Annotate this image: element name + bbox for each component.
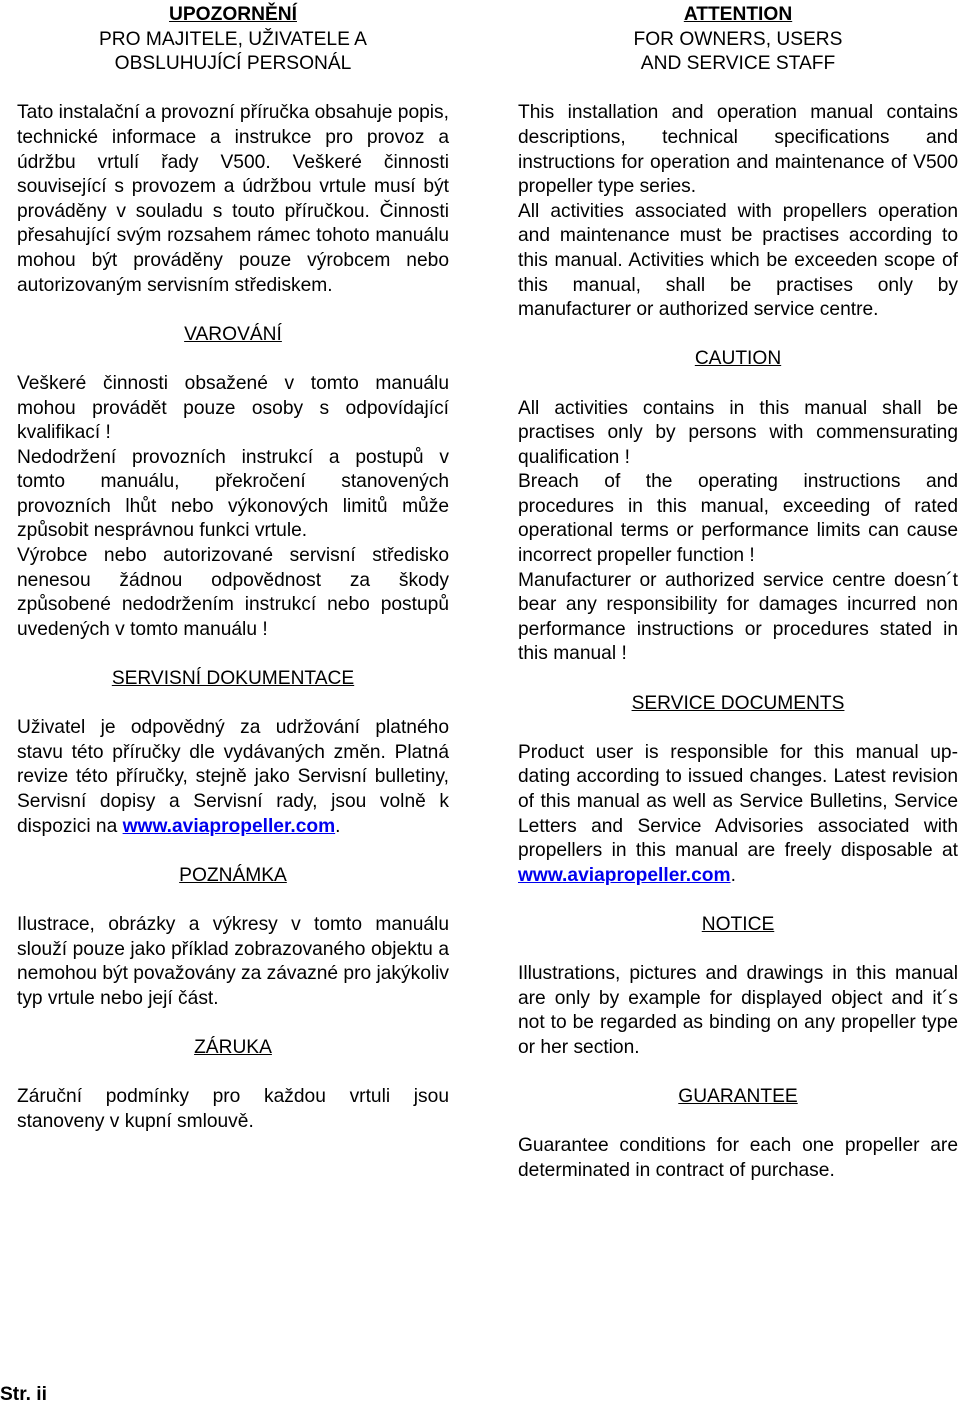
- cz-guarantee-paragraph: Záruční podmínky pro každou vrtuli jsou stanoveny v kupní smlouvě.: [17, 1086, 449, 1132]
- en-intro-paragraph-1: This installation and operation manual contains descriptions, technical specifications and instructions for operation and maintenance of V500 propeller type series.: [518, 102, 958, 198]
- cz-heading-subtitle-1: PRO MAJITELE, UŽIVATELE A: [99, 28, 367, 50]
- spacer: [518, 77, 958, 102]
- en-guarantee-paragraph: Guarantee conditions for each one propeller are determinated in contract of purchase.: [518, 1135, 958, 1181]
- en-service-link[interactable]: www.aviapropeller.com: [518, 864, 731, 886]
- en-guarantee-title: GUARANTEE: [678, 1086, 798, 1108]
- cz-heading-subtitle-2: OBSLUHUJÍCÍ PERSONÁL: [114, 53, 352, 75]
- en-heading-subtitle-1: FOR OWNERS, USERS: [633, 28, 843, 50]
- en-caution-paragraph-1: All activities contains in this manual shall be practises only by persons with commensurating qualification !: [518, 397, 958, 468]
- en-service-end: .: [730, 864, 736, 886]
- cz-warning-paragraph-1: Veškeré činnosti obsažené v tomto manuálu mohou provádět pouze osoby s odpovídající kvalifikací !: [17, 372, 449, 444]
- page-number: Str. ii: [0, 1384, 47, 1405]
- en-heading-subtitle-2: AND SERVICE STAFF: [640, 53, 836, 75]
- en-service-paragraph: [518, 741, 958, 889]
- cz-service-end: .: [335, 815, 341, 837]
- en-caution-paragraph-3: Manufacturer or authorized service centre doesn´t bear any responsibility for damages incurred non performance instructions or procedures stated in this manual !: [518, 569, 958, 665]
- spacer: [17, 77, 449, 102]
- english-column: [518, 3, 958, 1184]
- en-service-text: Product user is responsible for this manual up-dating according to issued changes. Latest revision of this manual as well as Service Bulletins, Service Letters and Service Advisories associated with propellers in this manual are freely disposable at: [518, 741, 958, 862]
- cz-service-title: SERVISNÍ DOKUMENTACE: [111, 668, 355, 690]
- en-service-title: SERVICE DOCUMENTS: [631, 692, 845, 714]
- cz-service-paragraph: [17, 716, 449, 839]
- cz-service-link[interactable]: www.aviapropeller.com: [122, 815, 336, 837]
- czech-column: [17, 3, 449, 1134]
- cz-note-title: POZNÁMKA: [179, 864, 287, 886]
- en-caution-title: CAUTION: [694, 348, 782, 370]
- cz-warning-title: VAROVÁNÍ: [184, 323, 282, 345]
- cz-warning-paragraph-3: Výrobce nebo autorizované servisní středisko nenesou žádnou odpovědnost za škody způsobené nedodržením instrukcí nebo postupů uvedených v tomto manuálu !: [17, 545, 449, 640]
- cz-service-text: Uživatel je odpovědný za udržování platného stavu této příručky dle vydávaných změn. Platná revize této příručky, stejně jako Servisní bulletiny, Servisní dopisy a Servisní rady, jsou volně k dispozici na: [17, 717, 449, 837]
- en-intro-paragraph-2: All activities associated with propellers operation and maintenance must be practises according to this manual. Activities which be exceeden scope of this manual, shall be practises only by manufacturer or authorized service centre.: [518, 200, 958, 321]
- en-notice-title: NOTICE: [701, 913, 775, 935]
- en-caution-paragraph-2: Breach of the operating instructions and procedures in this manual, exceeding of rated operational terms or performance limits can cause incorrect propeller function !: [518, 471, 958, 567]
- cz-warning-paragraph-2: Nedodržení provozních instrukcí a postupů v tomto manuálu, překročení stanovených provozních lhůt nebo výkonových limitů může způsobit nesprávnou funkci vrtule.: [17, 446, 449, 542]
- en-notice-paragraph: Illustrations, pictures and drawings in this manual are only by example for displayed object and it´s not to be regarded as binding on any propeller type or her section.: [518, 963, 958, 1058]
- cz-guarantee-title: ZÁRUKA: [194, 1036, 272, 1058]
- cz-note-paragraph: Ilustrace, obrázky a výkresy v tomto manuálu slouží pouze jako příklad zobrazovaného objektu a nemohou být považovány za závazné pro jakýkoliv typ vrtule nebo její část.: [17, 913, 449, 1009]
- en-heading-title: ATTENTION: [683, 4, 793, 25]
- cz-intro-paragraph: Tato instalační a provozní příručka obsahuje popis, technické informace a instrukce pro provoz a údržbu vrtulí řady V500. Veškeré činnosti související s provozem a údržbou vrtule musí být prováděny v souladu s touto příručkou. Činnosti přesahující svým rozsahem rámec tohoto manuálu mohou být prováděny pouze výrobcem nebo autorizovaným servisním střediskem.: [17, 102, 449, 296]
- cz-heading-title: UPOZORNĚNÍ: [169, 4, 297, 25]
